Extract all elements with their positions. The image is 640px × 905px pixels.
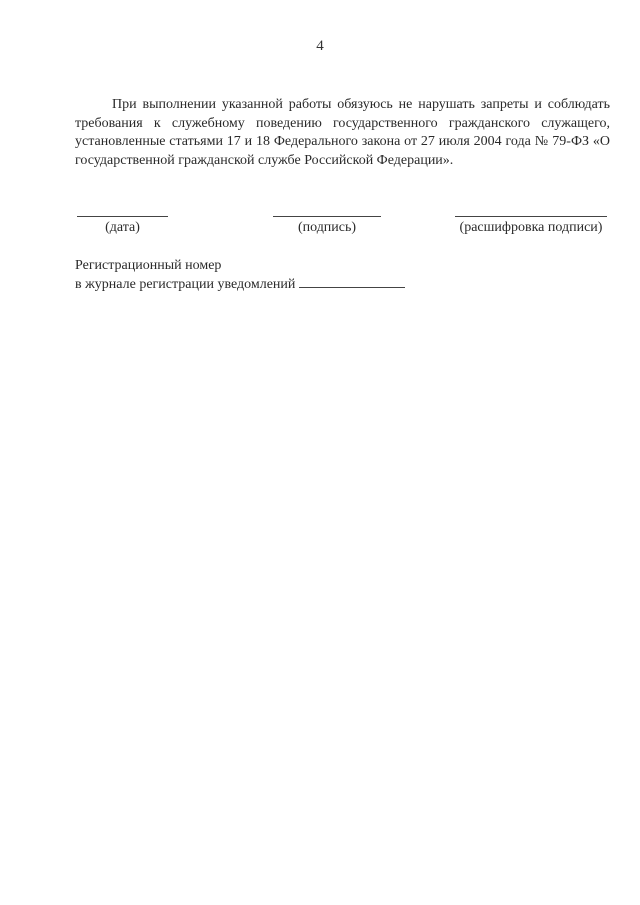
registration-block [75,256,575,294]
registration-label-line2 [75,275,575,294]
date-blank-line [77,202,168,217]
signature-caption: (подпись) [297,220,357,235]
registration-label-line1: Регистрационный номер [75,258,222,273]
signature-block [0,202,640,242]
registration-label-text: в журнале регистрации уведомлений [75,277,296,292]
signature-decode-field [455,202,607,236]
date-field [77,202,168,236]
signature-blank-line [273,202,381,217]
obligation-paragraph: При выполнении указанной работы обязуюсь не нарушать запреты и соблюдать требования к служебному поведению государственного гражданского служащего, установленные статьями 17 и 18 Федерального закона от 27 июля 2004 года № 79-ФЗ «О государственной гражданской службе Российской Федерации». [75,97,610,168]
signature-field [273,202,381,236]
signature-decode-blank-line [455,202,607,217]
signature-decode-caption: (расшифровка подписи) [459,220,603,235]
page-number: 4 [316,38,324,54]
date-caption: (дата) [105,220,140,235]
registration-number-blank-line [299,275,405,288]
